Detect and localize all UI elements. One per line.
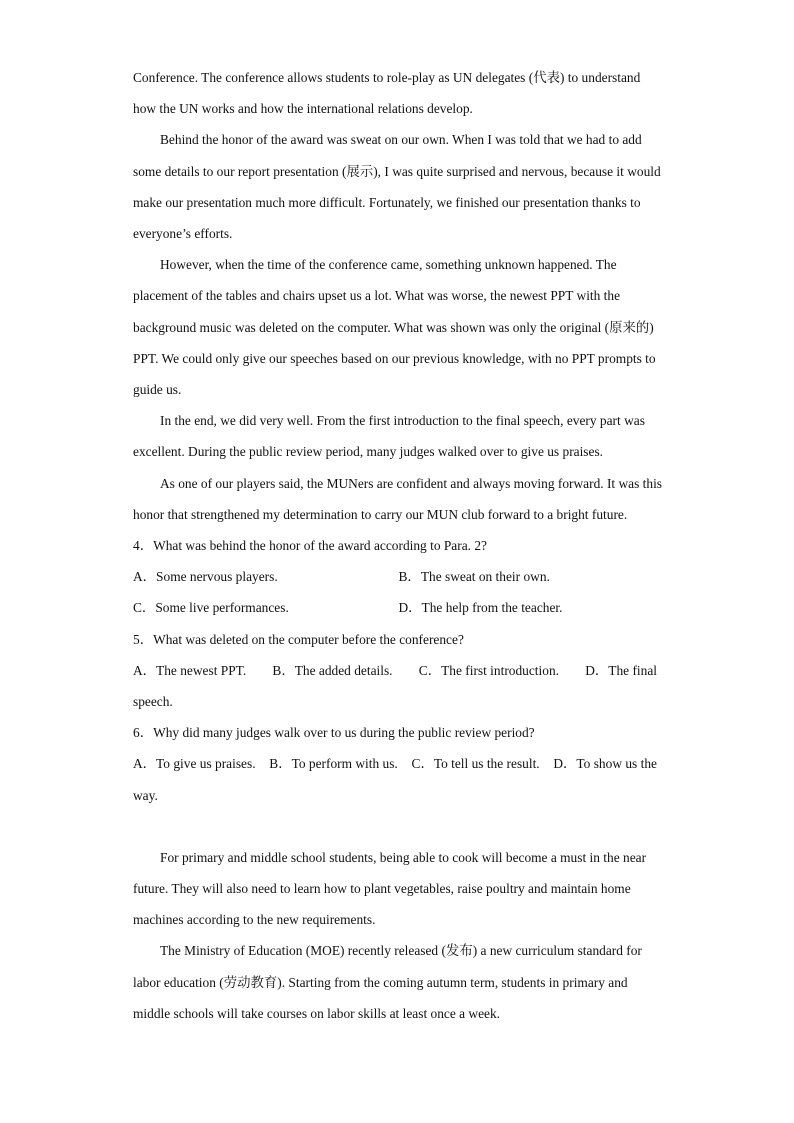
question-4-option-c: C．Some live performances. bbox=[133, 600, 289, 616]
question-4-option-a: A．Some nervous players. bbox=[133, 569, 278, 585]
question-6-option-continuation: way. bbox=[133, 787, 158, 803]
question-5-option-a: A．The newest PPT. bbox=[133, 662, 247, 678]
section-gap bbox=[133, 811, 664, 842]
question-5-option-d: D．The final bbox=[585, 662, 657, 678]
passage1-paragraph-1: Conference. The conference allows students to role-play as UN delegates (代表) to understand how the UN works and how the international relations develop. bbox=[133, 70, 641, 117]
question-4-options-row-2 bbox=[133, 592, 664, 623]
passage1-paragraph-4: In the end, we did very well. From the first introduction to the final speech, every part was excellent. During the public review period, many judges walked over to give us praises. bbox=[133, 413, 645, 460]
question-6-option-b: B．To perform with us. bbox=[269, 756, 398, 772]
passage2-paragraph-1: For primary and middle school students, being able to cook will become a must in the near future. They will also need to learn how to plant vegetables, raise poultry and maintain home machines according to the new requirements. bbox=[133, 849, 647, 928]
passage1-paragraph-2: Behind the honor of the award was sweat on our own. When I was told that we had to add some details to our report presentation (展示), I was quite surprised and nervous, because it would make our presentation much more difficult. Fortunately, we finished our presentation thanks to everyone’s efforts. bbox=[133, 132, 661, 242]
question-4-options-row-1 bbox=[133, 561, 664, 592]
question-4-option-d: D．The help from the teacher. bbox=[398, 600, 563, 616]
question-5-option-continuation: speech. bbox=[133, 694, 173, 710]
question-4-stem: 4．What was behind the honor of the award according to Para. 2? bbox=[133, 538, 487, 554]
passage1-paragraph-3: However, when the time of the conference came, something unknown happened. The placement of the tables and chairs upset us a lot. What was worse, the newest PPT with the background music was deleted on the computer. What was shown was only the original (原来的) PPT. We could only give our speeches based on our previous knowledge, with no PPT prompts to guide us. bbox=[133, 257, 656, 398]
question-6-stem: 6．Why did many judges walk over to us during the public review period? bbox=[133, 725, 535, 741]
passage1-paragraph-5: As one of our players said, the MUNers are confident and always moving forward. It was this honor that strengthened my determination to carry our MUN club forward to a bright future. bbox=[133, 475, 663, 522]
question-6-option-c: C．To tell us the result. bbox=[411, 756, 540, 772]
question-6-option-d: D．To show us the bbox=[553, 756, 657, 772]
question-6-options bbox=[133, 748, 657, 779]
question-5-stem: 5．What was deleted on the computer before the conference? bbox=[133, 631, 464, 647]
question-5-options bbox=[133, 655, 657, 686]
question-5-option-b: B．The added details. bbox=[272, 662, 393, 678]
question-6-option-a: A．To give us praises. bbox=[133, 756, 256, 772]
question-4-option-b: B．The sweat on their own. bbox=[398, 569, 550, 585]
question-5-option-c: C．The first introduction. bbox=[418, 662, 559, 678]
passage2-paragraph-2: The Ministry of Education (MOE) recently released (发布) a new curriculum standard for labor education (劳动教育). Starting from the coming autumn term, students in primary and middle schools will take courses on labor skills at least once a week. bbox=[133, 943, 642, 1021]
